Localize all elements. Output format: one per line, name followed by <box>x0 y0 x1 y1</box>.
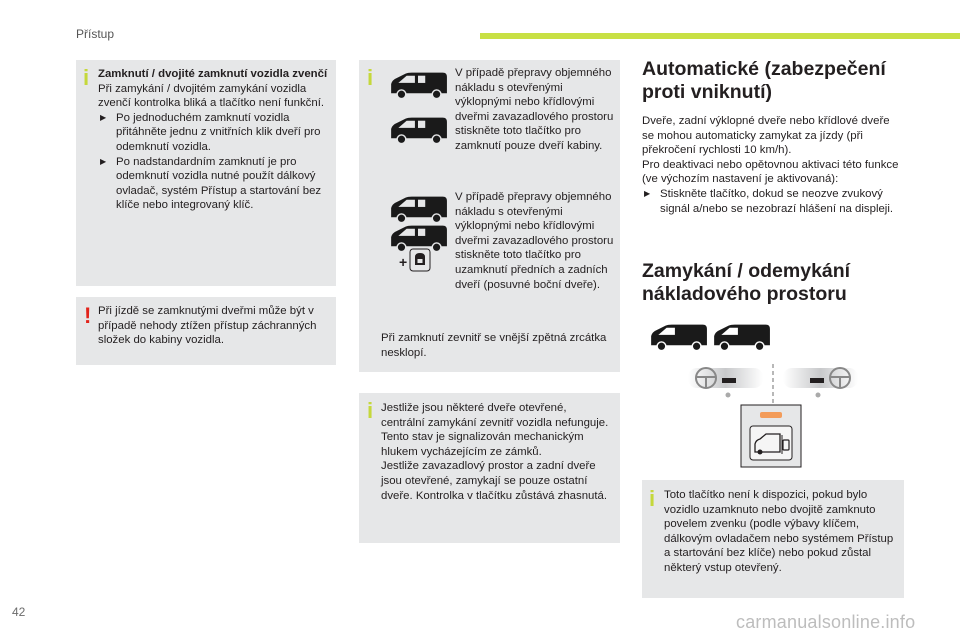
info-box-open-doors <box>359 393 620 543</box>
page-header-title: Přístup <box>76 27 115 41</box>
info-mark-icon: i <box>83 65 90 90</box>
header-accent-bar <box>480 33 960 39</box>
lock-button-icon <box>409 248 431 272</box>
info-mark-icon: i <box>367 398 374 423</box>
info-box-cab-lock <box>359 60 620 372</box>
info-mark-icon: i <box>649 486 656 511</box>
warning-mark-icon: ! <box>84 303 92 328</box>
van-icon <box>387 194 449 224</box>
deactivation-bullet: ▶ Stiskněte tlačítko, dokud se neozve zvukový signál a/nebo se nezobrazí hlášení na displeji. <box>642 187 904 216</box>
open-doors-text: Jestliže jsou některé dveře otevřené, centrální zamykání zevnitř vozidla nefunguje. Tento stav je signalizován mechanickým hlukem vycházejícím ze zámků. Jestliže zavazadlový prostor a zadní dveře jsou otevřené, zamykají se pouze ostatní dveře. Kontrolka v tlačítku zůstává zhasnutá. <box>381 402 609 502</box>
plus-sign: + <box>399 254 408 270</box>
bullet-deadlock: ▶ Po nadstandardním zamknutí je pro odemknutí vozidla nutné použít dálkový ovladač, systém Přístup a startování bez klíče nebo integrovaný klíč. <box>98 155 328 213</box>
van-icon <box>647 322 709 352</box>
van-icon <box>387 70 449 100</box>
page-number: 42 <box>12 605 26 619</box>
van-icon <box>387 115 449 145</box>
mirror-text: Při zamknutí zevnitř se vnější zpětná zrcátka nesklopí. <box>381 332 607 359</box>
info-body: Při zamykání / dvojitém zamykání vozidla zvenčí kontrolka bliká a tlačítko není funkční. <box>98 82 325 110</box>
info-box-cargo-unavailable <box>642 480 904 598</box>
info-title: Zamknutí / dvojité zamknutí vozidla zvenčí <box>98 68 328 80</box>
cab-lock-text: V případě přepravy objemného nákladu s otevřenými výklopnými nebo křídlovými dveřmi zavazadlového prostoru stiskněte toto tlačítko pro zamknutí pouze dveří kabiny. <box>455 67 614 152</box>
all-doors-lock-text: V případě přepravy objemného nákladu s otevřenými výklopnými nebo křídlovými dveřmi zavazadlového prostoru stiskněte toto tlačítko pro uzamknutí předních a zadních dveří (posuvné boční dveře). <box>455 191 614 291</box>
warning-text: Při jízdě se zamknutými dveřmi může být v případě nehody ztížen přístup záchranných složek do kabiny vozidla. <box>98 305 317 347</box>
deactivation-para: Pro deaktivaci nebo opětovnou aktivaci této funkce (ve výchozím nastavení je aktivovaná): <box>642 158 899 186</box>
cargo-unavailable-text: Toto tlačítko není k dispozici, pokud bylo vozidlo uzamknuto nebo dvojitě zamknuto povelem zvenku (podle výbavy klíčem, dálkovým ovladačem nebo systémem Přístup a startování bez klíče) nebo pokud zůstal některý vstup otevřený. <box>664 489 894 574</box>
info-mark-icon: i <box>367 65 374 90</box>
warning-box <box>76 297 336 365</box>
heading-automatic-lock: Automatické (zabezpečení proti vniknutí) <box>642 58 886 103</box>
dashboard-illustration <box>688 360 858 404</box>
cargo-lock-button-icon <box>740 404 802 468</box>
bullet-simple-lock: ▶ Po jednoduchém zamknutí vozidla přitáhněte jednu z vnitřních klik dveří pro odemknutí vozidla. <box>98 111 328 155</box>
heading-cargo-lock: Zamykání / odemykání nákladového prostoru <box>642 260 851 305</box>
van-icon <box>710 322 772 352</box>
watermark: carmanualsonline.info <box>736 612 916 632</box>
info-box-exterior-lock <box>76 60 336 286</box>
automatic-lock-para: Dveře, zadní výklopné dveře nebo křídlové dveře se mohou automaticky zamykat za jízdy (při překročení rychlosti 10 km/h). <box>642 115 890 157</box>
